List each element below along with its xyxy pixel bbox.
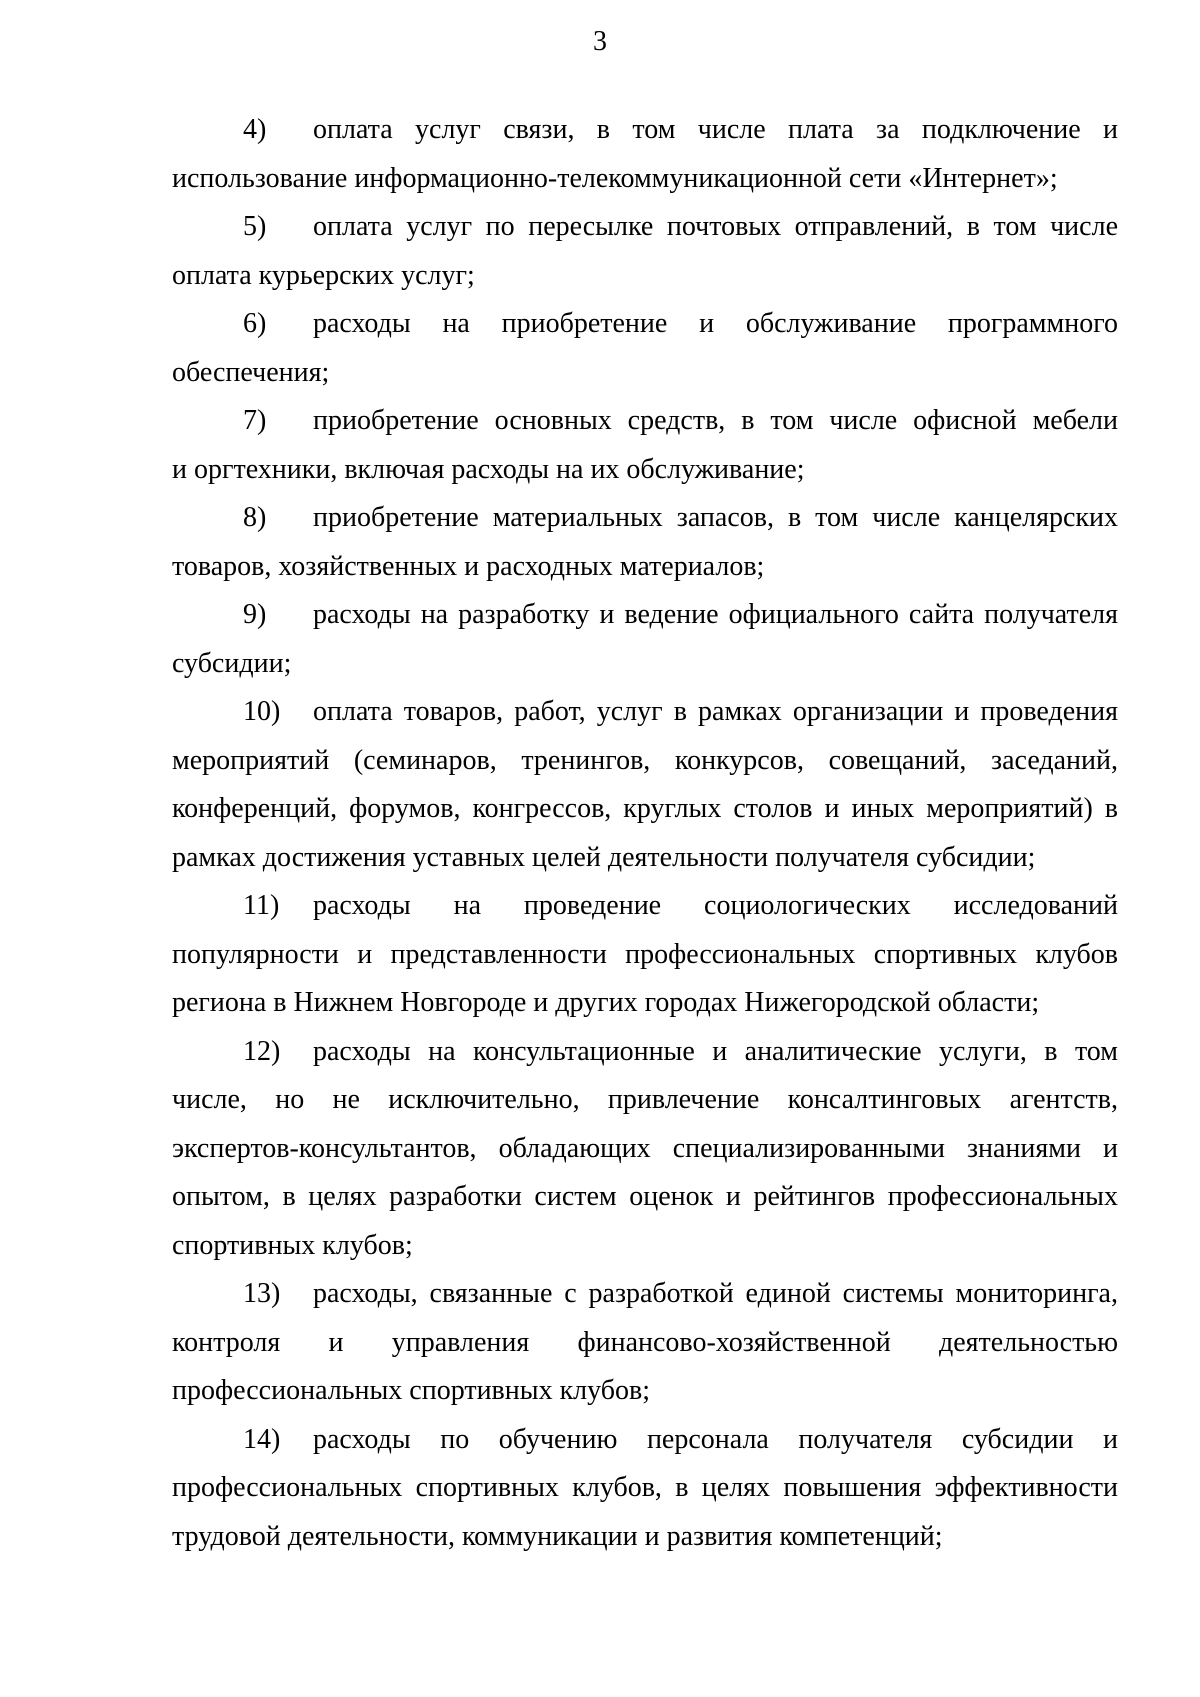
list-item-13: [172, 1270, 1118, 1416]
list-item-first-line: [172, 494, 1118, 543]
list-item-number: 4): [243, 114, 267, 145]
list-item-text-start: оплата товаров, работ, услуг в рамках организации и проведения: [313, 696, 1118, 727]
list-item-first-line: [172, 882, 1118, 931]
list-item-number: 9): [243, 599, 267, 630]
list-item-text-start: оплата услуг по пересылке почтовых отправлений, в том числе: [313, 211, 1118, 242]
list-item-first-line: [172, 300, 1118, 349]
list-item-first-line: [172, 203, 1118, 252]
list-item-text-rest: и оргтехники, включая расходы на их обслуживание;: [172, 453, 805, 485]
list-item-text-rest: контроля и управления финансово-хозяйственной деятельностью профессиональных спортивных клубов;: [172, 1326, 1118, 1406]
page-number: 3: [593, 26, 607, 57]
list-item-8: [172, 494, 1118, 591]
list-item-text-rest: оплата курьерских услуг;: [172, 259, 475, 291]
document-body: [172, 106, 1118, 1561]
list-item-text-rest: товаров, хозяйственных и расходных материалов;: [172, 550, 765, 582]
list-item-text-rest: обеспечения;: [172, 356, 330, 388]
list-item-first-line: [172, 1028, 1118, 1077]
list-item-text-rest: популярности и представленности профессиональных спортивных клубов региона в Нижнем Новгороде и других городах Нижегородской области;: [172, 938, 1118, 1018]
list-item-text-rest: субсидии;: [172, 647, 292, 679]
list-item-text-start: приобретение основных средств, в том числе офисной мебели: [313, 405, 1118, 436]
list-item-number: 14): [243, 1423, 281, 1455]
list-item-7: [172, 397, 1118, 494]
list-item-text-rest: профессиональных спортивных клубов, в целях повышения эффективности трудовой деятельности, коммуникации и развития компетенций;: [172, 1472, 1118, 1552]
list-item-10: [172, 688, 1118, 882]
list-item-text-rest: использование информационно-телекоммуникационной сети «Интернет»;: [172, 162, 1058, 194]
list-item-text-rest: числе, но не исключительно, привлечение консалтинговых агентств, экспертов-консультантов, обладающих специализированными знаниями и опытом, в целях разработки систем оценок и рейтингов профессиональных спортивных клубов;: [172, 1084, 1118, 1261]
list-item-text-start: расходы на приобретение и обслуживание программного: [313, 308, 1118, 339]
list-item-text-start: приобретение материальных запасов, в том числе канцелярских: [313, 502, 1118, 533]
list-item-5: [172, 203, 1118, 300]
list-item-4: [172, 106, 1118, 203]
list-item-14: [172, 1416, 1118, 1562]
list-item-first-line: [172, 397, 1118, 446]
list-item-number: 12): [243, 1035, 281, 1067]
list-item-12: [172, 1028, 1118, 1271]
list-item-number: 11): [243, 890, 280, 921]
list-item-number: 5): [243, 211, 267, 242]
list-item-number: 8): [243, 502, 267, 533]
list-item-first-line: [172, 688, 1118, 737]
list-item-text-start: расходы на проведение социологических исследований: [313, 890, 1118, 921]
list-item-first-line: [172, 1270, 1118, 1319]
list-item-text-start: оплата услуг связи, в том числе плата за подключение и: [313, 114, 1118, 145]
list-item-9: [172, 591, 1118, 688]
list-item-text-rest: мероприятий (семинаров, тренингов, конкурсов, совещаний, заседаний, конференций, форумов, конгрессов, круглых столов и иных мероприятий) в рамках достижения уставных целей деятельности получателя субсидии;: [172, 744, 1118, 873]
list-item-text-start: расходы по обучению персонала получателя субсидии и: [313, 1423, 1118, 1455]
list-item-text-start: расходы, связанные с разработкой единой системы мониторинга,: [313, 1278, 1118, 1309]
list-item-number: 10): [243, 696, 281, 727]
list-item-first-line: [172, 1416, 1118, 1465]
list-item-11: [172, 882, 1118, 1028]
list-item-6: [172, 300, 1118, 397]
list-item-text-start: расходы на консультационные и аналитические услуги, в том: [313, 1035, 1118, 1067]
list-item-first-line: [172, 591, 1118, 640]
list-item-first-line: [172, 106, 1118, 155]
list-item-number: 7): [243, 405, 267, 436]
list-item-number: 13): [243, 1278, 281, 1309]
list-item-number: 6): [243, 308, 267, 339]
list-item-text-start: расходы на разработку и ведение официального сайта получателя: [313, 599, 1118, 630]
